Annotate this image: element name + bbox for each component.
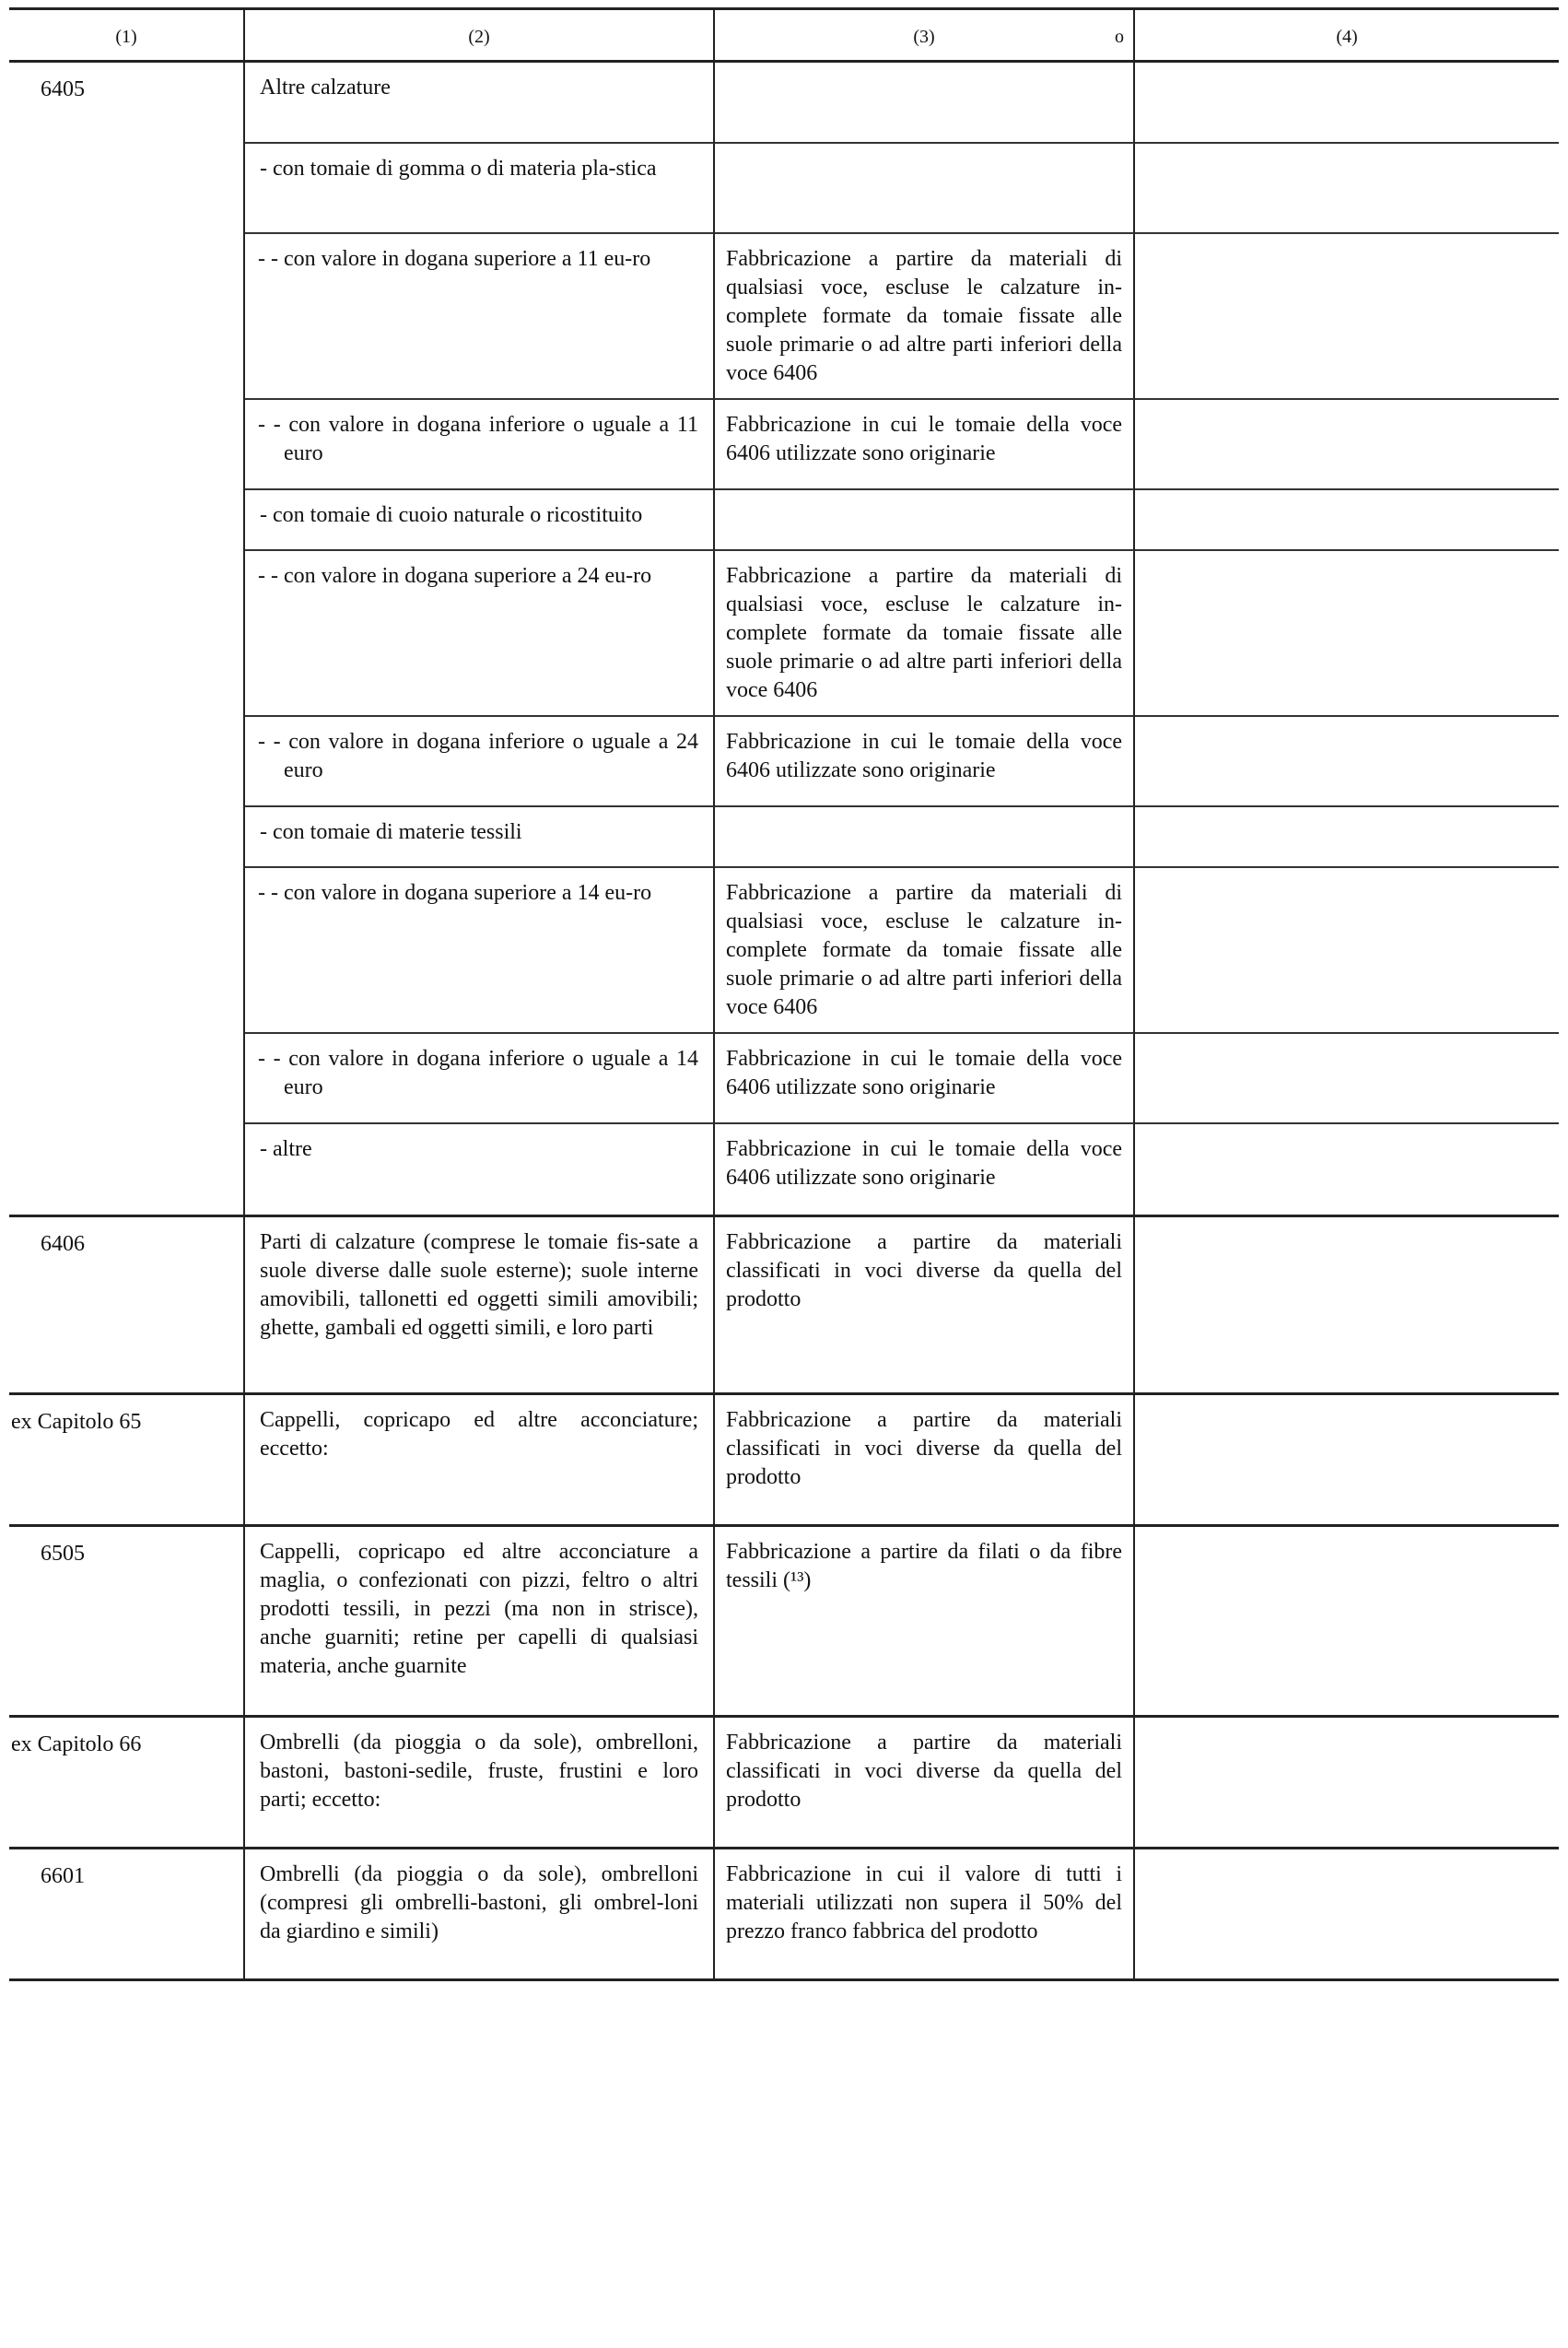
heading-code: 6505 xyxy=(9,1527,245,1715)
table-block xyxy=(9,1527,1559,1718)
working-rule: Fabbricazione a partire da materiali classificati in voci diverse da quella del prodotto xyxy=(715,1217,1135,1392)
alternative-rule xyxy=(1135,400,1559,490)
working-rule: Fabbricazione a partire da materiali classificati in voci diverse da quella del prodotto xyxy=(715,1395,1135,1524)
product-description: Ombrelli (da pioggia o da sole), ombrelloni, bastoni, bastoni-sedile, fruste, frustini e loro parti; eccetto: xyxy=(245,1718,715,1847)
product-description: - - con valore in dogana superiore a 24 eu-ro xyxy=(245,551,715,717)
product-description: - - con valore in dogana superiore a 11 eu-ro xyxy=(245,234,715,400)
working-rule: Fabbricazione a partire da materiali di qualsiasi voce, escluse le calzature in-complete formate da tomaie fissate alle suole primarie o ad altre parti inferiori della voce 6406 xyxy=(715,234,1135,400)
product-description: Parti di calzature (comprese le tomaie fis-sate a suole diverse dalle suole esterne); suole interne amovibili, tallonetti ed oggetti simili amovibili; ghette, gambali ed oggetti simili, e loro parti xyxy=(245,1217,715,1392)
product-description: Altre calzature xyxy=(245,63,715,144)
header-col3-label: (3) xyxy=(913,27,935,47)
header-col1: (1) xyxy=(9,10,245,60)
product-description: - con tomaie di cuoio naturale o ricostituito xyxy=(245,490,715,551)
working-rule: Fabbricazione in cui le tomaie della voce 6406 utilizzate sono originarie xyxy=(715,1034,1135,1124)
alternative-rule xyxy=(1135,1395,1559,1524)
working-rule xyxy=(715,144,1135,234)
table-body xyxy=(9,63,1559,1981)
header-col2: (2) xyxy=(245,10,715,60)
working-rule: Fabbricazione in cui le tomaie della voce 6406 utilizzate sono originarie xyxy=(715,400,1135,490)
product-description: - - con valore in dogana inferiore o uguale a 24 euro xyxy=(245,717,715,807)
alternative-rule xyxy=(1135,1124,1559,1215)
alternative-rule xyxy=(1135,868,1559,1034)
alternative-rule xyxy=(1135,490,1559,551)
product-description: - con tomaie di gomma o di materia pla-stica xyxy=(245,144,715,234)
product-description: Ombrelli (da pioggia o da sole), ombrelloni (compresi gli ombrelli-bastoni, gli ombrel-loni da giardino e simili) xyxy=(245,1849,715,1978)
alternative-rule xyxy=(1135,1217,1559,1392)
rules-table xyxy=(9,7,1559,1981)
alternative-rule xyxy=(1135,63,1559,144)
product-description: Cappelli, copricapo ed altre acconciature; eccetto: xyxy=(245,1395,715,1524)
working-rule: Fabbricazione a partire da materiali di qualsiasi voce, escluse le calzature in-complete formate da tomaie fissate alle suole primarie o ad altre parti inferiori della voce 6406 xyxy=(715,868,1135,1034)
table-header xyxy=(9,7,1559,63)
heading-code: 6406 xyxy=(9,1217,245,1392)
alternative-rule xyxy=(1135,551,1559,717)
heading-code: ex Capitolo 65 xyxy=(9,1395,245,1524)
alternative-rule xyxy=(1135,1718,1559,1847)
alternative-rule xyxy=(1135,1527,1559,1715)
table-block xyxy=(9,1217,1559,1395)
product-description: Cappelli, copricapo ed altre acconciature a maglia, o confezionati con pizzi, feltro o altri prodotti tessili, in pezzi (ma non in strisce), anche guarniti; retine per capelli di qualsiasi materia, anche guarnite xyxy=(245,1527,715,1715)
header-col3 xyxy=(715,10,1135,60)
working-rule: Fabbricazione a partire da filati o da fibre tessili (¹³) xyxy=(715,1527,1135,1715)
product-description: - - con valore in dogana inferiore o uguale a 11 euro xyxy=(245,400,715,490)
working-rule xyxy=(715,807,1135,868)
header-col4: (4) xyxy=(1336,27,1358,47)
working-rule: Fabbricazione in cui le tomaie della voce 6406 utilizzate sono originarie xyxy=(715,717,1135,807)
product-description: - - con valore in dogana inferiore o uguale a 14 euro xyxy=(245,1034,715,1124)
table-block xyxy=(9,1849,1559,1981)
working-rule: Fabbricazione in cui il valore di tutti i materiali utilizzati non supera il 50% del prezzo franco fabbrica del prodotto xyxy=(715,1849,1135,1978)
alternative-rule xyxy=(1135,1849,1559,1978)
alternative-rule xyxy=(1135,807,1559,868)
alternative-rule xyxy=(1135,717,1559,807)
alternative-rule xyxy=(1135,1034,1559,1124)
working-rule xyxy=(715,490,1135,551)
alternative-rule xyxy=(1135,144,1559,234)
product-description: - con tomaie di materie tessili xyxy=(245,807,715,868)
header-or: o xyxy=(1115,27,1124,47)
heading-code: 6405 xyxy=(9,63,245,1215)
product-description: - - con valore in dogana superiore a 14 eu-ro xyxy=(245,868,715,1034)
heading-code: ex Capitolo 66 xyxy=(9,1718,245,1847)
alternative-rule xyxy=(1135,234,1559,400)
working-rule: Fabbricazione a partire da materiali classificati in voci diverse da quella del prodotto xyxy=(715,1718,1135,1847)
product-description: - altre xyxy=(245,1124,715,1215)
table-block xyxy=(9,1718,1559,1849)
table-block xyxy=(9,1395,1559,1527)
table-block xyxy=(9,63,1559,1217)
heading-code: 6601 xyxy=(9,1849,245,1978)
working-rule xyxy=(715,63,1135,144)
working-rule: Fabbricazione a partire da materiali di qualsiasi voce, escluse le calzature in-complete formate da tomaie fissate alle suole primarie o ad altre parti inferiori della voce 6406 xyxy=(715,551,1135,717)
working-rule: Fabbricazione in cui le tomaie della voce 6406 utilizzate sono originarie xyxy=(715,1124,1135,1215)
